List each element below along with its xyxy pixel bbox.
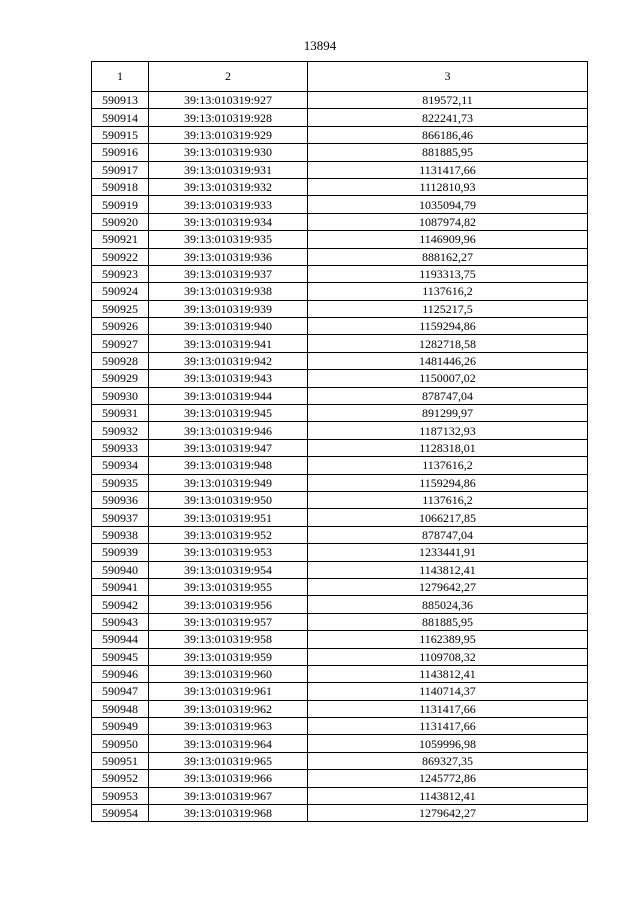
value-cell: 1162389,95: [308, 631, 588, 648]
row-id-cell: 590934: [92, 457, 149, 474]
cadastral-number-cell: 39:13:010319:947: [149, 439, 308, 456]
row-id-cell: 590927: [92, 335, 149, 352]
table-row: [92, 457, 588, 474]
column-header-1: 1: [92, 62, 149, 92]
value-cell: 1481446,26: [308, 352, 588, 369]
table-row: [92, 526, 588, 543]
table-row: [92, 683, 588, 700]
table-row: [92, 613, 588, 630]
table-row: [92, 578, 588, 595]
value-cell: 885024,36: [308, 596, 588, 613]
value-cell: 1193313,75: [308, 265, 588, 282]
table-row: [92, 491, 588, 508]
row-id-cell: 590923: [92, 265, 149, 282]
table-row: [92, 387, 588, 404]
cadastral-number-cell: 39:13:010319:963: [149, 718, 308, 735]
value-cell: 1282718,58: [308, 335, 588, 352]
row-id-cell: 590946: [92, 665, 149, 682]
table-row: [92, 370, 588, 387]
cadastral-number-cell: 39:13:010319:944: [149, 387, 308, 404]
cadastral-number-cell: 39:13:010319:968: [149, 805, 308, 822]
value-cell: 1131417,66: [308, 700, 588, 717]
table-row: [92, 561, 588, 578]
table-row: [92, 665, 588, 682]
cadastral-number-cell: 39:13:010319:942: [149, 352, 308, 369]
cadastral-number-cell: 39:13:010319:949: [149, 474, 308, 491]
table-row: [92, 718, 588, 735]
value-cell: 1140714,37: [308, 683, 588, 700]
cadastral-number-cell: 39:13:010319:929: [149, 126, 308, 143]
cadastral-number-cell: 39:13:010319:946: [149, 422, 308, 439]
table-row: [92, 318, 588, 335]
row-id-cell: 590954: [92, 805, 149, 822]
value-cell: 1035094,79: [308, 196, 588, 213]
cadastral-number-cell: 39:13:010319:934: [149, 213, 308, 230]
row-id-cell: 590913: [92, 92, 149, 109]
cadastral-number-cell: 39:13:010319:954: [149, 561, 308, 578]
table-row: [92, 648, 588, 665]
table-row: [92, 439, 588, 456]
row-id-cell: 590951: [92, 752, 149, 769]
column-header-2: 2: [149, 62, 308, 92]
cadastral-number-cell: 39:13:010319:967: [149, 787, 308, 804]
cadastral-number-cell: 39:13:010319:937: [149, 265, 308, 282]
table-row: [92, 248, 588, 265]
value-cell: 1125217,5: [308, 300, 588, 317]
cadastral-number-cell: 39:13:010319:956: [149, 596, 308, 613]
value-cell: 1112810,93: [308, 178, 588, 195]
cadastral-number-cell: 39:13:010319:938: [149, 283, 308, 300]
value-cell: 888162,27: [308, 248, 588, 265]
cadastral-number-cell: 39:13:010319:927: [149, 92, 308, 109]
table-row: [92, 144, 588, 161]
value-cell: 1131417,66: [308, 161, 588, 178]
table-row: [92, 474, 588, 491]
page-number: 13894: [303, 38, 337, 53]
row-id-cell: 590916: [92, 144, 149, 161]
row-id-cell: 590939: [92, 544, 149, 561]
value-cell: 1087974,82: [308, 213, 588, 230]
row-id-cell: 590944: [92, 631, 149, 648]
row-id-cell: 590937: [92, 509, 149, 526]
value-cell: 1066217,85: [308, 509, 588, 526]
value-cell: 1233441,91: [308, 544, 588, 561]
cadastral-number-cell: 39:13:010319:959: [149, 648, 308, 665]
value-cell: 1143812,41: [308, 561, 588, 578]
row-id-cell: 590948: [92, 700, 149, 717]
table-row: [92, 405, 588, 422]
table-row: [92, 109, 588, 126]
row-id-cell: 590921: [92, 231, 149, 248]
value-cell: 1059996,98: [308, 735, 588, 752]
table-row: [92, 335, 588, 352]
row-id-cell: 590940: [92, 561, 149, 578]
row-id-cell: 590919: [92, 196, 149, 213]
value-cell: 891299,97: [308, 405, 588, 422]
row-id-cell: 590915: [92, 126, 149, 143]
row-id-cell: 590930: [92, 387, 149, 404]
cadastral-number-cell: 39:13:010319:940: [149, 318, 308, 335]
value-cell: 1146909,96: [308, 231, 588, 248]
cadastral-number-cell: 39:13:010319:965: [149, 752, 308, 769]
value-cell: 1245772,86: [308, 770, 588, 787]
table-row: [92, 352, 588, 369]
table-row: [92, 231, 588, 248]
table-row: [92, 544, 588, 561]
cadastral-number-cell: 39:13:010319:933: [149, 196, 308, 213]
value-cell: 881885,95: [308, 144, 588, 161]
value-cell: 1128318,01: [308, 439, 588, 456]
cadastral-number-cell: 39:13:010319:941: [149, 335, 308, 352]
cadastral-number-cell: 39:13:010319:943: [149, 370, 308, 387]
value-cell: 1159294,86: [308, 318, 588, 335]
row-id-cell: 590935: [92, 474, 149, 491]
value-cell: 1109708,32: [308, 648, 588, 665]
cadastral-number-cell: 39:13:010319:939: [149, 300, 308, 317]
value-cell: 1150007,02: [308, 370, 588, 387]
table-row: [92, 700, 588, 717]
cadastral-number-cell: 39:13:010319:964: [149, 735, 308, 752]
table-row: [92, 196, 588, 213]
row-id-cell: 590924: [92, 283, 149, 300]
value-cell: 1137616,2: [308, 491, 588, 508]
value-cell: 1131417,66: [308, 718, 588, 735]
table-row: [92, 213, 588, 230]
table-body: [92, 92, 588, 822]
cadastral-number-cell: 39:13:010319:955: [149, 578, 308, 595]
value-cell: 1143812,41: [308, 665, 588, 682]
cadastral-number-cell: 39:13:010319:957: [149, 613, 308, 630]
row-id-cell: 590928: [92, 352, 149, 369]
header-row: [92, 62, 588, 92]
value-cell: 881885,95: [308, 613, 588, 630]
value-cell: 1279642,27: [308, 578, 588, 595]
value-cell: 866186,46: [308, 126, 588, 143]
row-id-cell: 590926: [92, 318, 149, 335]
value-cell: 1143812,41: [308, 787, 588, 804]
row-id-cell: 590947: [92, 683, 149, 700]
table-row: [92, 126, 588, 143]
cadastral-number-cell: 39:13:010319:951: [149, 509, 308, 526]
table-row: [92, 178, 588, 195]
value-cell: 869327,35: [308, 752, 588, 769]
row-id-cell: 590918: [92, 178, 149, 195]
value-cell: 1137616,2: [308, 457, 588, 474]
cadastral-number-cell: 39:13:010319:950: [149, 491, 308, 508]
row-id-cell: 590931: [92, 405, 149, 422]
cadastral-number-cell: 39:13:010319:930: [149, 144, 308, 161]
table-row: [92, 422, 588, 439]
data-table: [91, 61, 588, 822]
value-cell: 1187132,93: [308, 422, 588, 439]
cadastral-number-cell: 39:13:010319:928: [149, 109, 308, 126]
value-cell: 1137616,2: [308, 283, 588, 300]
value-cell: 878747,04: [308, 526, 588, 543]
row-id-cell: 590925: [92, 300, 149, 317]
cadastral-number-cell: 39:13:010319:945: [149, 405, 308, 422]
column-header-3: 3: [308, 62, 588, 92]
cadastral-number-cell: 39:13:010319:935: [149, 231, 308, 248]
row-id-cell: 590950: [92, 735, 149, 752]
cadastral-number-cell: 39:13:010319:953: [149, 544, 308, 561]
table-header: [92, 62, 588, 92]
row-id-cell: 590933: [92, 439, 149, 456]
value-cell: 822241,73: [308, 109, 588, 126]
cadastral-number-cell: 39:13:010319:932: [149, 178, 308, 195]
cadastral-number-cell: 39:13:010319:936: [149, 248, 308, 265]
row-id-cell: 590920: [92, 213, 149, 230]
cadastral-number-cell: 39:13:010319:952: [149, 526, 308, 543]
row-id-cell: 590945: [92, 648, 149, 665]
table-row: [92, 752, 588, 769]
cadastral-number-cell: 39:13:010319:962: [149, 700, 308, 717]
row-id-cell: 590917: [92, 161, 149, 178]
row-id-cell: 590943: [92, 613, 149, 630]
table-row: [92, 161, 588, 178]
value-cell: 1279642,27: [308, 805, 588, 822]
row-id-cell: 590936: [92, 491, 149, 508]
table-row: [92, 265, 588, 282]
value-cell: 878747,04: [308, 387, 588, 404]
row-id-cell: 590942: [92, 596, 149, 613]
table-row: [92, 805, 588, 822]
cadastral-number-cell: 39:13:010319:961: [149, 683, 308, 700]
cadastral-number-cell: 39:13:010319:960: [149, 665, 308, 682]
table-row: [92, 787, 588, 804]
table-row: [92, 735, 588, 752]
row-id-cell: 590914: [92, 109, 149, 126]
table-row: [92, 509, 588, 526]
table-row: [92, 631, 588, 648]
value-cell: 819572,11: [308, 92, 588, 109]
row-id-cell: 590922: [92, 248, 149, 265]
row-id-cell: 590929: [92, 370, 149, 387]
table-row: [92, 596, 588, 613]
table-row: [92, 283, 588, 300]
cadastral-number-cell: 39:13:010319:948: [149, 457, 308, 474]
cadastral-number-cell: 39:13:010319:958: [149, 631, 308, 648]
row-id-cell: 590941: [92, 578, 149, 595]
row-id-cell: 590952: [92, 770, 149, 787]
cadastral-number-cell: 39:13:010319:931: [149, 161, 308, 178]
row-id-cell: 590932: [92, 422, 149, 439]
row-id-cell: 590938: [92, 526, 149, 543]
row-id-cell: 590953: [92, 787, 149, 804]
value-cell: 1159294,86: [308, 474, 588, 491]
table-row: [92, 770, 588, 787]
row-id-cell: 590949: [92, 718, 149, 735]
table-row: [92, 300, 588, 317]
table-row: [92, 92, 588, 109]
cadastral-number-cell: 39:13:010319:966: [149, 770, 308, 787]
